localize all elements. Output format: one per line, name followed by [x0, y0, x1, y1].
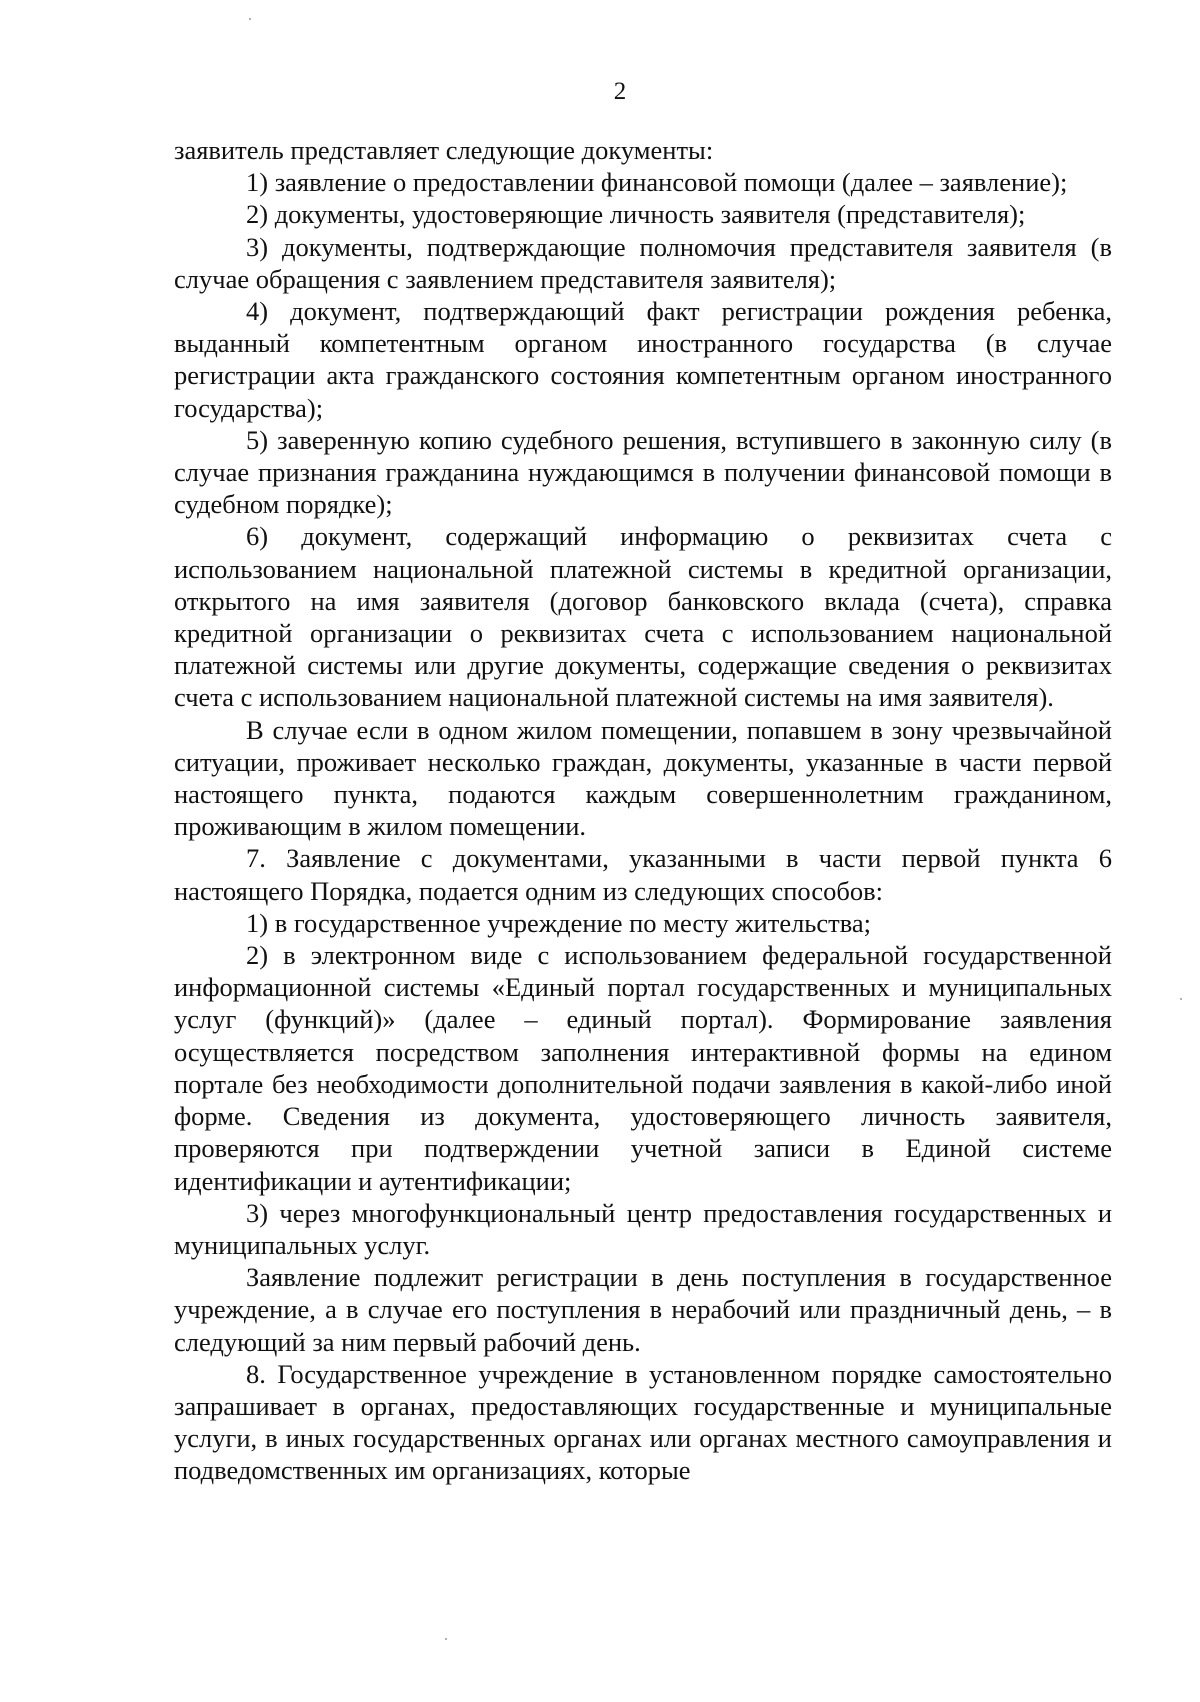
paragraph: 5) заверенную копию судебного решения, вступившего в законную силу (в случае признания гражданина нуждающимся в получении финансовой помощи в судебном порядке);: [174, 424, 1112, 520]
paragraph: 2) документы, удостоверяющие личность заявителя (представителя);: [246, 199, 1026, 230]
paragraph: 3) документы, подтверждающие полномочия представителя заявителя (в случае обращения с заявлением представителя заявителя);: [174, 231, 1112, 294]
document-body: [174, 134, 1112, 1487]
paragraph: заявитель представляет следующие документы:: [174, 135, 714, 165]
paragraph: 7. Заявление с документами, указанными в части первой пункта 6 настоящего Порядка, подается одним из следующих способов:: [174, 843, 1112, 906]
paragraph: 3) через многофункциональный центр предоставления государственных и муниципальных услуг.: [174, 1197, 1112, 1260]
scan-speck: [249, 18, 251, 20]
scan-speck: [445, 1638, 447, 1640]
paragraph: 6) документ, содержащий информацию о реквизитах счета с использованием национальной платежной системы в кредитной организации, открытого на имя заявителя (договор банковского вклада (счета), справка кредитной организации о реквизитах счета с использованием национальной платежной системы или другие документы, содержащие сведения о реквизитах счета с использованием национальной платежной системы на имя заявителя).: [174, 521, 1112, 713]
paragraph: Заявление подлежит регистрации в день поступления в государственное учреждение, а в случае его поступления в нерабочий или праздничный день, – в следующий за ним первый рабочий день.: [174, 1262, 1112, 1357]
paragraph: В случае если в одном жилом помещении, попавшем в зону чрезвычайной ситуации, проживает несколько граждан, документы, указанные в части первой настоящего пункта, подаются каждым совершеннолетним гражданином, проживающим в жилом помещении.: [174, 714, 1112, 842]
page-number: 2: [613, 78, 627, 105]
paragraph: 1) заявление о предоставлении финансовой помощи (далее – заявление);: [246, 167, 1068, 198]
paragraph: 2) в электронном виде с использованием федеральной государственной информационной системы «Единый портал государственных и муниципальных услуг (функций)» (далее – единый портал). Формирование заявления осуществляется посредством заполнения интерактивной формы на едином портале без необходимости дополнительной подачи заявления в какой-либо иной форме. Сведения из документа, удостоверяющего личность заявителя, проверяются при подтверждении учетной записи в Единой системе идентификации и аутентификации;: [174, 940, 1112, 1196]
scan-speck: [1180, 998, 1182, 1000]
paragraph: 4) документ, подтверждающий факт регистрации рождения ребенка, выданный компетентным органом иностранного государства (в случае регистрации акта гражданского состояния компетентным органом иностранного государства);: [174, 296, 1112, 423]
paragraph: 8. Государственное учреждение в установленном порядке самостоятельно запрашивает в органах, предоставляющих государственные и муниципальные услуги, в иных государственных органах или органах местного самоуправления и подведомственных им организациях, которые: [174, 1358, 1112, 1486]
paragraph: 1) в государственное учреждение по месту жительства;: [246, 907, 872, 938]
